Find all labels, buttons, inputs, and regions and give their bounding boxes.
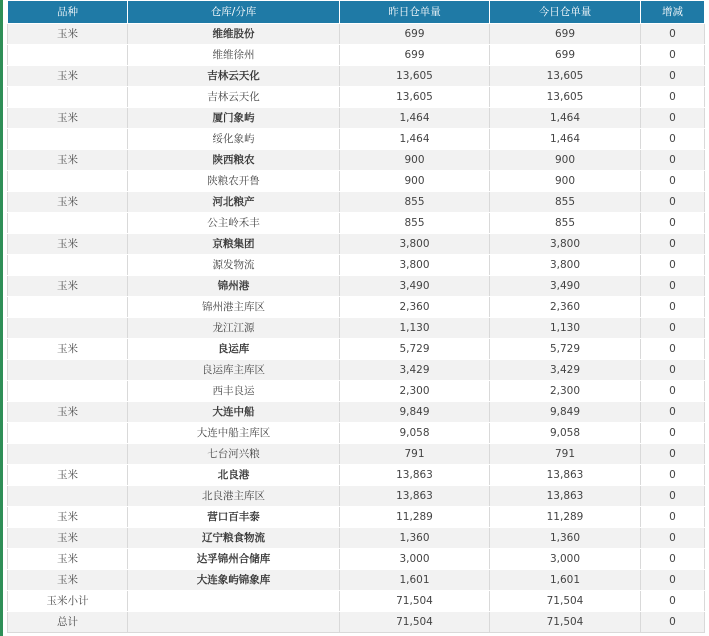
cell-variety xyxy=(8,423,128,444)
cell-warehouse: 大连象屿锦象库 xyxy=(128,570,340,591)
cell-variety xyxy=(8,213,128,234)
cell-today-volume: 699 xyxy=(490,45,641,66)
cell-yesterday-volume: 3,429 xyxy=(340,360,490,381)
cell-variety: 总计 xyxy=(8,612,128,633)
cell-today-volume: 71,504 xyxy=(490,591,641,612)
cell-today-volume: 3,800 xyxy=(490,255,641,276)
cell-yesterday-volume: 1,360 xyxy=(340,528,490,549)
cell-change: 0 xyxy=(641,486,705,507)
cell-warehouse: 陕西粮农 xyxy=(128,150,340,171)
cell-yesterday-volume: 900 xyxy=(340,171,490,192)
cell-variety: 玉米 xyxy=(8,234,128,255)
cell-warehouse: 七台河兴粮 xyxy=(128,444,340,465)
table-row xyxy=(8,276,705,297)
cell-change: 0 xyxy=(641,234,705,255)
table-row xyxy=(8,591,705,612)
cell-yesterday-volume: 2,300 xyxy=(340,381,490,402)
cell-yesterday-volume: 9,058 xyxy=(340,423,490,444)
cell-warehouse: 吉林云天化 xyxy=(128,66,340,87)
cell-warehouse: 良运库主库区 xyxy=(128,360,340,381)
cell-today-volume: 71,504 xyxy=(490,612,641,633)
table-row xyxy=(8,45,705,66)
cell-today-volume: 855 xyxy=(490,213,641,234)
cell-variety: 玉米 xyxy=(8,339,128,360)
cell-warehouse: 辽宁粮食物流 xyxy=(128,528,340,549)
table-row xyxy=(8,171,705,192)
warehouse-receipt-table-container xyxy=(7,0,704,633)
cell-today-volume: 791 xyxy=(490,444,641,465)
cell-today-volume: 13,863 xyxy=(490,486,641,507)
cell-today-volume: 699 xyxy=(490,24,641,45)
cell-change: 0 xyxy=(641,549,705,570)
cell-warehouse: 北良港 xyxy=(128,465,340,486)
table-row xyxy=(8,570,705,591)
cell-today-volume: 1,464 xyxy=(490,108,641,129)
cell-variety xyxy=(8,381,128,402)
cell-yesterday-volume: 699 xyxy=(340,45,490,66)
cell-today-volume: 13,605 xyxy=(490,66,641,87)
table-row xyxy=(8,108,705,129)
cell-warehouse xyxy=(128,591,340,612)
cell-change: 0 xyxy=(641,24,705,45)
cell-variety: 玉米 xyxy=(8,24,128,45)
cell-variety: 玉米 xyxy=(8,465,128,486)
cell-today-volume: 11,289 xyxy=(490,507,641,528)
cell-variety xyxy=(8,444,128,465)
table-row xyxy=(8,297,705,318)
cell-yesterday-volume: 2,360 xyxy=(340,297,490,318)
cell-today-volume: 3,490 xyxy=(490,276,641,297)
cell-warehouse: 达孚锦州合储库 xyxy=(128,549,340,570)
table-row xyxy=(8,339,705,360)
table-row xyxy=(8,402,705,423)
cell-variety: 玉米 xyxy=(8,150,128,171)
cell-yesterday-volume: 855 xyxy=(340,192,490,213)
table-body xyxy=(8,24,705,633)
cell-today-volume: 3,429 xyxy=(490,360,641,381)
table-row xyxy=(8,213,705,234)
cell-yesterday-volume: 1,464 xyxy=(340,129,490,150)
cell-warehouse: 吉林云天化 xyxy=(128,87,340,108)
cell-warehouse: 公主岭禾丰 xyxy=(128,213,340,234)
cell-variety: 玉米 xyxy=(8,108,128,129)
cell-yesterday-volume: 855 xyxy=(340,213,490,234)
table-row xyxy=(8,150,705,171)
cell-yesterday-volume: 13,863 xyxy=(340,486,490,507)
cell-yesterday-volume: 9,849 xyxy=(340,402,490,423)
cell-change: 0 xyxy=(641,171,705,192)
cell-change: 0 xyxy=(641,528,705,549)
table-row xyxy=(8,381,705,402)
header-change: 增减 xyxy=(641,1,705,24)
cell-yesterday-volume: 900 xyxy=(340,150,490,171)
cell-today-volume: 3,800 xyxy=(490,234,641,255)
header-today-volume: 今日仓单量 xyxy=(490,1,641,24)
cell-warehouse: 河北粮产 xyxy=(128,192,340,213)
table-row xyxy=(8,234,705,255)
cell-yesterday-volume: 3,800 xyxy=(340,255,490,276)
cell-change: 0 xyxy=(641,108,705,129)
cell-variety: 玉米 xyxy=(8,66,128,87)
header-warehouse: 仓库/分库 xyxy=(128,1,340,24)
cell-yesterday-volume: 71,504 xyxy=(340,612,490,633)
cell-change: 0 xyxy=(641,402,705,423)
cell-yesterday-volume: 13,605 xyxy=(340,66,490,87)
header-row xyxy=(8,1,705,24)
table-row xyxy=(8,192,705,213)
header-yesterday-volume: 昨日仓单量 xyxy=(340,1,490,24)
cell-today-volume: 900 xyxy=(490,150,641,171)
cell-today-volume: 855 xyxy=(490,192,641,213)
table-row xyxy=(8,423,705,444)
cell-yesterday-volume: 1,464 xyxy=(340,108,490,129)
cell-variety xyxy=(8,360,128,381)
cell-today-volume: 5,729 xyxy=(490,339,641,360)
cell-warehouse: 龙江江源 xyxy=(128,318,340,339)
cell-variety xyxy=(8,318,128,339)
cell-variety: 玉米 xyxy=(8,192,128,213)
cell-change: 0 xyxy=(641,465,705,486)
cell-change: 0 xyxy=(641,255,705,276)
cell-variety: 玉米 xyxy=(8,276,128,297)
cell-variety xyxy=(8,297,128,318)
cell-yesterday-volume: 3,490 xyxy=(340,276,490,297)
cell-yesterday-volume: 699 xyxy=(340,24,490,45)
cell-variety: 玉米 xyxy=(8,402,128,423)
cell-change: 0 xyxy=(641,612,705,633)
table-row xyxy=(8,486,705,507)
cell-warehouse: 维维股份 xyxy=(128,24,340,45)
cell-today-volume: 3,000 xyxy=(490,549,641,570)
cell-change: 0 xyxy=(641,507,705,528)
cell-warehouse: 锦州港 xyxy=(128,276,340,297)
table-row xyxy=(8,549,705,570)
cell-yesterday-volume: 13,863 xyxy=(340,465,490,486)
cell-today-volume: 900 xyxy=(490,171,641,192)
cell-yesterday-volume: 1,130 xyxy=(340,318,490,339)
table-row xyxy=(8,24,705,45)
cell-variety xyxy=(8,45,128,66)
cell-variety: 玉米 xyxy=(8,549,128,570)
cell-warehouse: 西丰良运 xyxy=(128,381,340,402)
warehouse-receipt-table xyxy=(7,0,705,633)
cell-warehouse: 锦州港主库区 xyxy=(128,297,340,318)
cell-change: 0 xyxy=(641,87,705,108)
table-row xyxy=(8,612,705,633)
cell-variety: 玉米小计 xyxy=(8,591,128,612)
cell-variety xyxy=(8,129,128,150)
cell-yesterday-volume: 791 xyxy=(340,444,490,465)
cell-today-volume: 1,601 xyxy=(490,570,641,591)
cell-change: 0 xyxy=(641,318,705,339)
cell-warehouse: 大连中船 xyxy=(128,402,340,423)
cell-variety xyxy=(8,87,128,108)
cell-change: 0 xyxy=(641,276,705,297)
table-row xyxy=(8,528,705,549)
cell-yesterday-volume: 5,729 xyxy=(340,339,490,360)
cell-warehouse: 绥化象屿 xyxy=(128,129,340,150)
cell-warehouse: 京粮集团 xyxy=(128,234,340,255)
table-row xyxy=(8,318,705,339)
table-header xyxy=(8,1,705,24)
cell-yesterday-volume: 71,504 xyxy=(340,591,490,612)
table-row xyxy=(8,360,705,381)
cell-warehouse: 源发物流 xyxy=(128,255,340,276)
cell-today-volume: 1,464 xyxy=(490,129,641,150)
left-accent-strip xyxy=(0,0,3,636)
table-row xyxy=(8,255,705,276)
cell-today-volume: 9,058 xyxy=(490,423,641,444)
table-row xyxy=(8,129,705,150)
cell-change: 0 xyxy=(641,66,705,87)
cell-today-volume: 2,300 xyxy=(490,381,641,402)
cell-warehouse: 营口百丰泰 xyxy=(128,507,340,528)
cell-change: 0 xyxy=(641,129,705,150)
cell-variety: 玉米 xyxy=(8,528,128,549)
table-row xyxy=(8,87,705,108)
cell-change: 0 xyxy=(641,213,705,234)
cell-variety xyxy=(8,486,128,507)
cell-change: 0 xyxy=(641,339,705,360)
cell-change: 0 xyxy=(641,45,705,66)
table-row xyxy=(8,66,705,87)
header-variety: 品种 xyxy=(8,1,128,24)
cell-warehouse xyxy=(128,612,340,633)
cell-change: 0 xyxy=(641,150,705,171)
cell-variety: 玉米 xyxy=(8,507,128,528)
cell-yesterday-volume: 3,000 xyxy=(340,549,490,570)
cell-warehouse: 北良港主库区 xyxy=(128,486,340,507)
cell-change: 0 xyxy=(641,297,705,318)
cell-today-volume: 1,360 xyxy=(490,528,641,549)
cell-variety: 玉米 xyxy=(8,570,128,591)
cell-warehouse: 良运库 xyxy=(128,339,340,360)
cell-variety xyxy=(8,171,128,192)
cell-yesterday-volume: 1,601 xyxy=(340,570,490,591)
table-row xyxy=(8,465,705,486)
table-row xyxy=(8,444,705,465)
cell-variety xyxy=(8,255,128,276)
cell-today-volume: 9,849 xyxy=(490,402,641,423)
cell-warehouse: 厦门象屿 xyxy=(128,108,340,129)
cell-change: 0 xyxy=(641,381,705,402)
cell-yesterday-volume: 3,800 xyxy=(340,234,490,255)
cell-today-volume: 13,605 xyxy=(490,87,641,108)
cell-today-volume: 2,360 xyxy=(490,297,641,318)
cell-warehouse: 陕粮农开鲁 xyxy=(128,171,340,192)
cell-warehouse: 大连中船主库区 xyxy=(128,423,340,444)
cell-yesterday-volume: 11,289 xyxy=(340,507,490,528)
cell-yesterday-volume: 13,605 xyxy=(340,87,490,108)
cell-change: 0 xyxy=(641,591,705,612)
cell-today-volume: 1,130 xyxy=(490,318,641,339)
cell-change: 0 xyxy=(641,360,705,381)
cell-change: 0 xyxy=(641,192,705,213)
cell-change: 0 xyxy=(641,570,705,591)
cell-warehouse: 维维徐州 xyxy=(128,45,340,66)
table-row xyxy=(8,507,705,528)
cell-today-volume: 13,863 xyxy=(490,465,641,486)
cell-change: 0 xyxy=(641,423,705,444)
cell-change: 0 xyxy=(641,444,705,465)
